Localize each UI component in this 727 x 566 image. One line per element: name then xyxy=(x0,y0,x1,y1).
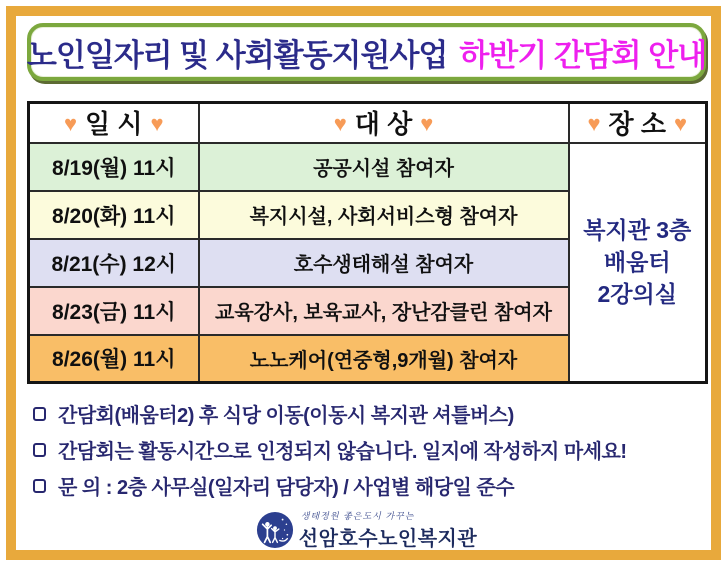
location-line: 복지관 3층 xyxy=(583,216,692,243)
checkbox-bullet-icon xyxy=(33,479,46,493)
footer-logo xyxy=(27,509,706,551)
cell-datetime: 8/26(월) 11시 xyxy=(29,335,199,383)
org-text-block xyxy=(299,509,477,551)
cell-datetime: 8/23(금) 11시 xyxy=(29,287,199,335)
cell-location xyxy=(569,143,707,383)
table-row xyxy=(29,143,707,191)
page-title-highlight: 하반기 간담회 안내 xyxy=(459,37,707,73)
org-name: 선암호수노인복지관 xyxy=(298,528,478,550)
title-banner xyxy=(27,23,706,81)
heart-icon: ♥ xyxy=(150,111,164,137)
note-line xyxy=(31,399,706,428)
heart-icon: ♥ xyxy=(333,111,347,137)
cell-target: 노노케어(연중형,9개월) 참여자 xyxy=(199,335,569,383)
cell-datetime: 8/21(수) 12시 xyxy=(29,239,199,287)
location-line: 배움터 xyxy=(603,249,671,276)
column-header-location xyxy=(569,103,707,143)
heart-icon: ♥ xyxy=(587,111,601,137)
schedule-table xyxy=(27,101,708,384)
column-header-label: 장 소 xyxy=(608,109,666,140)
column-header-label: 대 상 xyxy=(354,109,413,140)
poster-content xyxy=(27,23,706,551)
cell-datetime: 8/20(화) 11시 xyxy=(29,191,199,239)
table-header-row xyxy=(29,103,707,143)
note-text: 간담회는 활동시간으로 인정되지 않습니다. 일지에 작성하지 마세요! xyxy=(58,441,627,463)
checkbox-bullet-icon xyxy=(33,443,46,457)
column-header-label: 일 시 xyxy=(85,109,143,140)
note-text: 간담회(배움터2) 후 식당 이동(이동시 복지관 셔틀버스) xyxy=(58,405,514,427)
cell-target: 복지시설, 사회서비스형 참여자 xyxy=(199,191,569,239)
heart-icon: ♥ xyxy=(420,111,434,137)
location-line: 2강의실 xyxy=(597,281,677,308)
heart-icon: ♥ xyxy=(63,111,78,137)
cell-target: 교육강사, 보육교사, 장난감클린 참여자 xyxy=(199,287,569,335)
note-line xyxy=(31,435,706,464)
column-header-datetime xyxy=(29,103,199,143)
page-title: 노인일자리 및 사회활동지원사업 xyxy=(26,37,448,73)
note-text: 문 의 : 2층 사무실(일자리 담당자) / 사업별 해당일 준수 xyxy=(58,477,515,499)
notes-section xyxy=(27,399,706,500)
org-logo-icon xyxy=(256,511,294,549)
org-slogan: 생태정원 좋은도시 가꾸는 xyxy=(300,511,415,521)
cell-datetime: 8/19(월) 11시 xyxy=(29,143,199,191)
cell-target: 호수생태해설 참여자 xyxy=(199,239,569,287)
column-header-target xyxy=(199,103,569,143)
note-line xyxy=(31,471,706,500)
checkbox-bullet-icon xyxy=(33,407,46,421)
cell-target: 공공시설 참여자 xyxy=(199,143,569,191)
heart-icon: ♥ xyxy=(673,111,688,137)
